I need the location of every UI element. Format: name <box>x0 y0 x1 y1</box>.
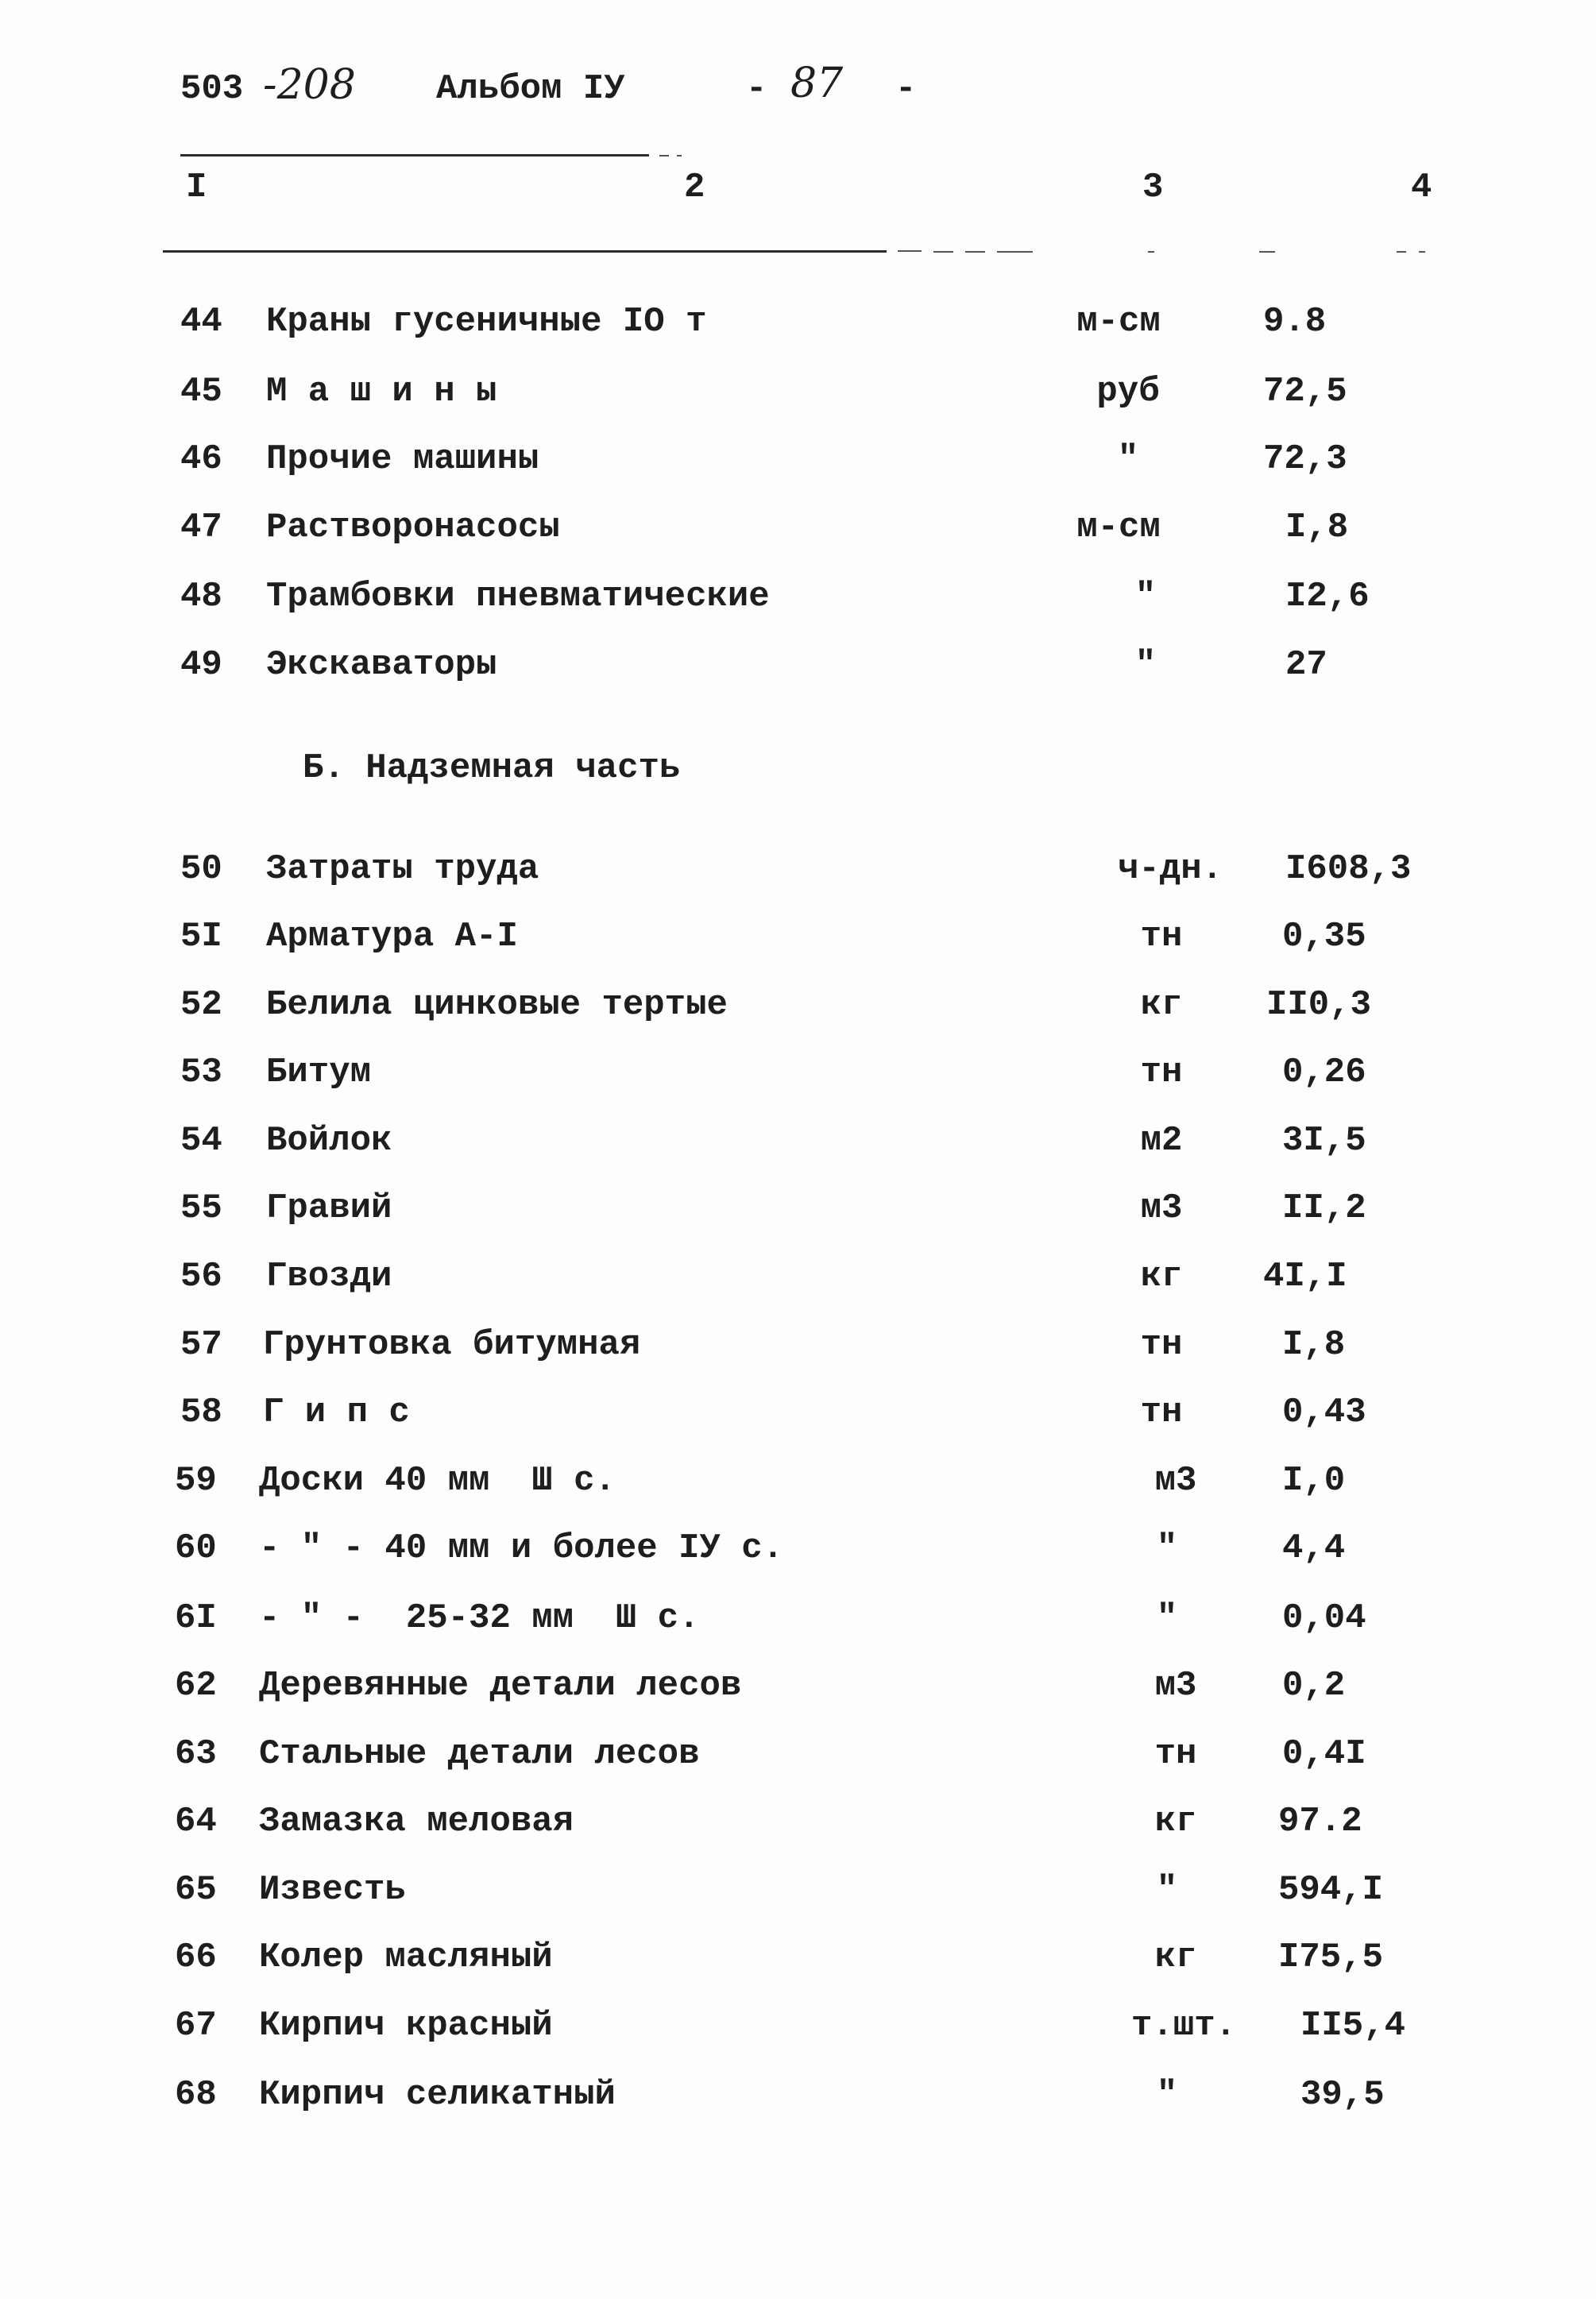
table-row <box>0 1447 1596 1515</box>
page-number: 87 <box>790 60 844 107</box>
column-header-2: 2 <box>684 168 705 207</box>
item-name: Стальные детали лесов <box>259 1734 700 1774</box>
table-row <box>0 357 1596 426</box>
quantity-value: 9.8 <box>1263 302 1327 342</box>
rule-dash <box>997 251 1033 253</box>
item-name: Кирпич красный <box>259 2006 553 2046</box>
item-name: Деревянные детали лесов <box>259 1666 742 1706</box>
quantity-value: 39,5 <box>1300 2075 1385 2115</box>
row-number: 49 <box>180 645 222 685</box>
item-name: - " - 40 мм и более IУ с. <box>259 1528 784 1568</box>
table-row <box>0 1787 1596 1856</box>
row-number: 60 <box>175 1528 217 1568</box>
row-number: 48 <box>180 577 222 616</box>
unit-label: " <box>1156 2075 1178 2115</box>
row-number: 57 <box>180 1325 222 1365</box>
item-name: Гвозди <box>266 1257 392 1296</box>
project-number: -208 <box>263 61 356 109</box>
table-row <box>0 631 1596 699</box>
rule-dash <box>898 250 922 252</box>
row-number: 53 <box>180 1053 222 1092</box>
quantity-value: II5,4 <box>1300 2006 1406 2046</box>
quantity-value: I,8 <box>1285 508 1349 547</box>
quantity-value: 594,I <box>1278 1870 1384 1910</box>
table-row <box>0 1174 1596 1242</box>
rule-dash <box>1419 251 1425 253</box>
item-name: Затраты труда <box>266 849 539 889</box>
table-row <box>0 425 1596 493</box>
item-name: М а ш и н ы <box>266 372 497 412</box>
unit-label: м-см <box>1076 302 1161 342</box>
quantity-value: 0,2 <box>1282 1666 1346 1706</box>
item-name: Растворонасосы <box>266 508 560 547</box>
row-number: 58 <box>180 1393 222 1432</box>
item-name: Экскаваторы <box>266 645 497 685</box>
item-name: Колер масляный <box>259 1938 553 1977</box>
unit-label: " <box>1156 1598 1178 1638</box>
unit-label: кг <box>1154 1938 1197 1977</box>
unit-label: кг <box>1140 1257 1183 1296</box>
unit-label: " <box>1156 1870 1178 1910</box>
table-row <box>0 1923 1596 1992</box>
table-row <box>0 1992 1596 2060</box>
row-number: 50 <box>180 849 222 889</box>
table-row <box>0 971 1596 1039</box>
table-row <box>0 835 1596 903</box>
unit-label: кг <box>1140 985 1183 1025</box>
unit-label: " <box>1134 577 1157 616</box>
item-name: Грунтовка битумная <box>263 1325 641 1365</box>
item-name: Арматура A-I <box>266 917 518 956</box>
unit-label: " <box>1156 1528 1178 1568</box>
item-name: Известь <box>259 1870 406 1910</box>
column-header-3: 3 <box>1142 168 1164 207</box>
rule-dash <box>1148 251 1154 253</box>
rule-dash <box>1259 251 1275 253</box>
table-row <box>0 1038 1596 1107</box>
quantity-value: II,2 <box>1282 1188 1366 1228</box>
quantity-value: I,0 <box>1282 1461 1346 1501</box>
series-number: 503 <box>180 69 244 109</box>
table-row <box>0 1107 1596 1175</box>
unit-label: т.шт. <box>1130 2006 1237 2046</box>
row-number: 44 <box>180 302 222 342</box>
rule-dash <box>933 251 953 253</box>
row-number: 6I <box>175 1598 217 1638</box>
column-header-1: I <box>186 168 207 207</box>
row-number: 68 <box>175 2075 217 2115</box>
unit-label: руб <box>1096 372 1160 412</box>
table-row <box>0 1378 1596 1447</box>
column-header-4: 4 <box>1411 168 1432 207</box>
row-number: 63 <box>175 1734 217 1774</box>
quantity-value: 0,35 <box>1282 917 1366 956</box>
row-number: 46 <box>180 439 222 479</box>
item-name: Замазка меловая <box>259 1802 574 1841</box>
unit-label: тн <box>1140 917 1183 956</box>
quantity-value: 3I,5 <box>1282 1121 1366 1161</box>
unit-label: м2 <box>1140 1121 1183 1161</box>
item-name: Краны гусеничные IO т <box>266 302 707 342</box>
row-number: 65 <box>175 1870 217 1910</box>
page-dash-left: - <box>746 69 767 109</box>
unit-label: м3 <box>1154 1666 1197 1706</box>
item-name: Кирпич селикатный <box>259 2075 616 2115</box>
rule-dash <box>677 155 682 156</box>
table-row <box>0 1652 1596 1720</box>
unit-label: тн <box>1154 1734 1197 1774</box>
item-name: - " - 25-32 мм Ш с. <box>259 1598 700 1638</box>
quantity-value: 0,4I <box>1282 1734 1366 1774</box>
table-row <box>0 1856 1596 1924</box>
quantity-value: 0,43 <box>1282 1393 1366 1432</box>
item-name: Белила цинковые тертые <box>266 985 728 1025</box>
item-name: Гравий <box>266 1188 392 1228</box>
table-row <box>0 2061 1596 2129</box>
row-number: 45 <box>180 372 222 412</box>
quantity-value: I75,5 <box>1278 1938 1384 1977</box>
unit-label: тн <box>1140 1393 1183 1432</box>
rule-dash <box>965 251 985 253</box>
quantity-value: 0,26 <box>1282 1053 1366 1092</box>
row-number: 52 <box>180 985 222 1025</box>
item-name: Г и п с <box>263 1393 410 1432</box>
quantity-value: 97.2 <box>1278 1802 1362 1841</box>
quantity-value: 72,5 <box>1263 372 1347 412</box>
item-name: Битум <box>266 1053 372 1092</box>
quantity-value: I,8 <box>1282 1325 1346 1365</box>
row-number: 54 <box>180 1121 222 1161</box>
item-name: Прочие машины <box>266 439 539 479</box>
table-row <box>0 902 1596 971</box>
rule-segment <box>163 250 887 253</box>
unit-label: " <box>1117 439 1139 479</box>
item-name: Войлок <box>266 1121 392 1161</box>
row-number: 66 <box>175 1938 217 1977</box>
table-row <box>0 1242 1596 1311</box>
unit-label: кг <box>1154 1802 1197 1841</box>
table-row <box>0 493 1596 562</box>
quantity-value: 4I,I <box>1263 1257 1347 1296</box>
row-number: 47 <box>180 508 222 547</box>
quantity-value: 4,4 <box>1282 1528 1346 1568</box>
quantity-value: I2,6 <box>1285 577 1370 616</box>
table-row <box>0 1514 1596 1582</box>
row-number: 62 <box>175 1666 217 1706</box>
table-row <box>0 1311 1596 1379</box>
section-heading: Б. Надземная часть <box>303 748 681 788</box>
rule-dash <box>659 155 669 156</box>
quantity-value: 27 <box>1285 645 1327 685</box>
unit-label: м3 <box>1154 1461 1197 1501</box>
quantity-value: 72,3 <box>1263 439 1347 479</box>
item-name: Трамбовки пневматические <box>266 577 770 616</box>
quantity-value: I608,3 <box>1285 849 1412 889</box>
row-number: 64 <box>175 1802 217 1841</box>
table-row <box>0 288 1596 356</box>
quantity-value: 0,04 <box>1282 1598 1366 1638</box>
unit-label: тн <box>1140 1325 1183 1365</box>
row-number: 5I <box>180 917 222 956</box>
row-number: 59 <box>175 1461 217 1501</box>
table-row <box>0 562 1596 631</box>
unit-label: м-см <box>1076 508 1161 547</box>
unit-label: тн <box>1140 1053 1183 1092</box>
row-number: 67 <box>175 2006 217 2046</box>
unit-label: ч-дн. <box>1117 849 1223 889</box>
table-row <box>0 1584 1596 1652</box>
item-name: Доски 40 мм Ш с. <box>259 1461 616 1501</box>
unit-label: м3 <box>1140 1188 1183 1228</box>
table-row <box>0 1720 1596 1788</box>
unit-label: " <box>1134 645 1157 685</box>
rule-segment <box>180 154 649 156</box>
row-number: 55 <box>180 1188 222 1228</box>
rule-dash <box>1397 251 1406 253</box>
page-dash-right: - <box>895 69 917 109</box>
row-number: 56 <box>180 1257 222 1296</box>
album-label: Альбом IУ <box>436 69 625 109</box>
quantity-value: II0,3 <box>1266 985 1372 1025</box>
